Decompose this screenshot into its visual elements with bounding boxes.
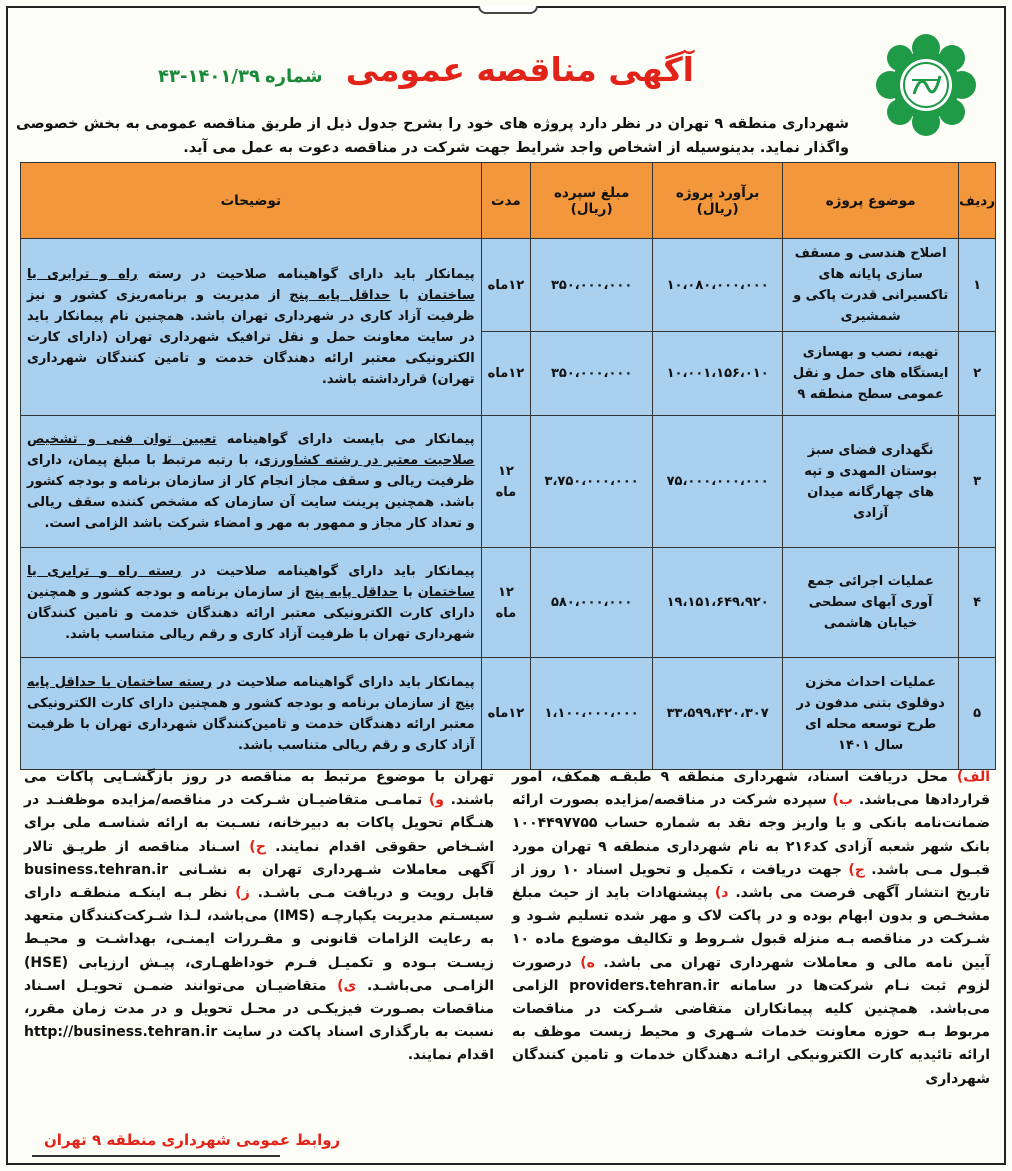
clause-letter: ب) [832, 792, 853, 809]
desc-text: پیمانکار می بایست دارای گواهینامه [226, 432, 475, 447]
clause-letter: د) [714, 885, 729, 902]
row-subject: عملیات احداث مخزن دوقلوی بتنی مدفون در طرح توسعه محله ای سال ۱۴۰۱ [783, 658, 959, 770]
row-duration: ۱۲ماه [481, 658, 530, 770]
table-row [21, 658, 996, 770]
clause-text: محل دریافت اسناد، شهرداری منطقه ۹ طبقـه همکف، امور قراردادها می‌باشد. [512, 769, 991, 809]
row-description [21, 658, 482, 770]
clause-letter: ه) [580, 954, 595, 971]
clause-letter: و) [428, 792, 444, 809]
header-estimate: برآورد پروژه (ریال) [653, 163, 783, 239]
clause-letter: الف) [956, 769, 991, 785]
desc-text: از سازمان برنامه و بودجه کشور و همچنین دارای کارت الکترونیکی معتبر ارائه دهندگان خدمت و تامین‌کنندگان شهرداری تهران با ظرفیت آزاد کاری و رقم ریالی متناسب باشد. [27, 695, 475, 753]
desc-text: با [399, 288, 409, 303]
row-description [21, 548, 482, 658]
header-num: ردیف [959, 163, 996, 239]
clause-text: جهت دریافت ، تکمیل و تحویل اسناد ۱۰ روز از تاریخ انتشار آگهی فرصت می باشد. [512, 861, 991, 902]
header-description: توضیحات [21, 163, 482, 239]
footer-divider [32, 1155, 280, 1157]
desc-text: ، با رتبه مرتبط با مبلغ پیمان، دارای ظرفیت ریالی و سقف مجاز انجام کار از سازمان برنامه و بودجه کشور باشد. همچنین پرینت سایت آن سازمان که مشخص کننده سقف ریالی و تعداد کار مجاز و ممهور به مهر و امضاء شرکت باشد الزامی است. [27, 453, 475, 531]
row-description [21, 416, 482, 548]
row-duration: ۱۲ماه [481, 239, 530, 332]
notice-number [158, 66, 323, 87]
conditions-left-column [24, 766, 494, 1068]
row-deposit: ۳۵۰،۰۰۰،۰۰۰ [531, 332, 653, 416]
desc-underline: رسته ساختمان با حداقل پایه پنج [27, 674, 475, 711]
desc-text: پیمانکار باید دارای گواهینامه صلاحیت در رسته [148, 267, 475, 282]
table-row [21, 239, 996, 332]
row-subject: عملیات اجرائی جمع آوری آبهای سطحی خیابان هاشمی [783, 548, 959, 658]
clause-letter: ج) [848, 861, 865, 878]
clause-text: اسـناد مناقصه از طریـق تالار آگهی معاملات شـهرداری تهران به نشـانی business.tehran.ir قابل رویت و دریافت مـی باشـد. [24, 838, 495, 902]
title-row [158, 46, 834, 102]
number-value: ۴۳-۱۴۰۱/۳۹ [158, 66, 260, 87]
header-subject: موضوع پروژه [783, 163, 959, 239]
desc-text: پیمانکار باید دارای گواهینامه صلاحیت در [217, 674, 475, 690]
desc-text: از سازمان برنامه و بودجه کشور و همچنین دارای کارت الکترونیکی معتبر ارائه دهندگان خدمت و تامین کنندگان شهرداری تهران با ظرفیت آزاد کاری و رقم ریالی متناسب باشد. [27, 584, 475, 642]
row-num: ۱ [959, 239, 996, 332]
desc-underline: رسته راه و ترابری یا ساختمان [27, 563, 475, 600]
conditions-right-column [512, 766, 990, 1091]
clause-text: درصورت لزوم ثبت نـام شرکت‌ها در سامانه providers.tehran.ir الزامی می‌باشد. همچنین کلیه پیمانکاران متقاضی شـرکت در مناقصات مربوط بـه حوزه معاونت خدمات شـهری و محیط زیست موظف به ارائه تائیدیه کارت الکترونیکی ارائـه دهندگان خدمات و تامین کنندگان شهرداری [512, 954, 990, 1087]
header-duration: مدت [481, 163, 530, 239]
desc-text: از مدیریت و برنامه‌ریزی کشور و نیز ظرفیت آزاد کاری در شهرداری تهران باشد. همچنین نام پیمانکار باید در سایت معاونت حمل و نقل ترافیک شهرداری تهران (دارای کارت الکترونیکی معتبر ارائه دهندگان خدمت و تامین کنندگان شهرداری تهران) قرارداشته باشد. [27, 288, 475, 387]
table-row [21, 548, 996, 658]
row-num: ۴ [959, 548, 996, 658]
intro-lead: شهرداری منطقه ۹ تهران [667, 116, 849, 132]
row-duration: ۱۲ ماه [481, 548, 530, 658]
clause-text: سپرده شرکت در مناقصه/مزایده بصورت ارائه ضمانت‌نامه بانکی و یا واریز وجه نقد به شماره حساب ۱۰۰۴۴۹۷۷۵۵ بانک شهر شعبه آزادی کد۲۱۶ به نام شهرداری منطقه ۹ تهران مورد قبـول مـی باشد. [512, 792, 991, 878]
row-deposit: ۳،۷۵۰،۰۰۰،۰۰۰ [531, 416, 653, 548]
table-row [21, 416, 996, 548]
row-subject: اصلاح هندسی و مسقف سازی پایانه های تاکسیرانی قدرت پاکی و شمشیری [783, 239, 959, 332]
row-subject: تهیه، نصب و بهسازی ایستگاه های حمل و نقل عمومی سطح منطقه ۹ [783, 332, 959, 416]
row-deposit: ۱،۱۰۰،۰۰۰،۰۰۰ [531, 658, 653, 770]
table-header-row [21, 163, 996, 239]
clause-text: تمامـی متقاضیـان شـرکت در مناقصه/مزایده موظفنـد در هنـگام تحویل پاکات به دبیرخانه، نسـبت به ارائه شناسـه ملی برای اشـخاص حقوقی اقدام نمایند. [24, 792, 495, 855]
public-relations-signature: روابط عمومی شهرداری منطقه ۹ تهران [44, 1131, 341, 1149]
clause-text: متقاضیـان می‌توانند ضمـن تحویـل اسـناد مناقصات بصـورت فیزیکـی در محـل تحویل و در مدت زمان مقرر، نسبت به بارگذاری اسناد پاکت در سایت http://business.tehran.ir اقدام نمایند. [24, 977, 494, 1064]
notice-title: آگهی مناقصه عمومی [345, 50, 694, 89]
tehran-municipality-logo [866, 28, 986, 143]
row-estimate: ۷۵،۰۰۰،۰۰۰،۰۰۰ [653, 416, 783, 548]
clause-text: نظر بـه اینکـه منطقـه دارای سیسـتم مدیریت یکپارچـه (IMS) می‌باشد، لـذا شـرکت‌کنندگان متعهد به رعایت الزامات قانونی و مقـررات ایمنـی، بهداشـت و محیـط زیسـت بـوده و تکمیـل فـرم خوداظهـاری، پیـش ارزیابی (HSE) الزامـی می‌باشـد. [24, 885, 495, 994]
desc-underline: حداقل پایه پنج [289, 288, 391, 303]
row-description [21, 239, 482, 416]
clause-text: پیشنهادات باید از حیث مبلغ مشخـص و بدون ابهام بوده و در پاکت لاک و مهر شده تسلیم شـود و شـرکت در مناقصه بـه منزله قبول شـروط و تکالیف موضوع ماده ۱۰ آیین نامه مالی و معاملات شهرداری تهران می باشد. [512, 885, 991, 971]
desc-text: پیمانکار باید دارای گواهینامه صلاحیت در [191, 563, 475, 579]
row-estimate: ۱۹،۱۵۱،۶۴۹،۹۲۰ [653, 548, 783, 658]
clause-letter: ز) [235, 885, 250, 902]
row-num: ۳ [959, 416, 996, 548]
row-duration: ۱۲ماه [481, 332, 530, 416]
notice-frame [6, 6, 1006, 1165]
desc-underline: راه و ترابری یا ساختمان [27, 267, 475, 303]
row-estimate: ۱۰،۰۸۰،۰۰۰،۰۰۰ [653, 239, 783, 332]
desc-text: با [402, 584, 413, 600]
desc-underline: حداقل پایه پنج [304, 584, 399, 600]
row-subject: نگهداری فضای سبز بوستان المهدی و تپه های چهارگانه میدان آزادی [783, 416, 959, 548]
top-tab [478, 6, 538, 14]
row-estimate: ۳۳،۵۹۹،۴۲۰،۳۰۷ [653, 658, 783, 770]
intro-paragraph [16, 112, 849, 160]
projects-table [20, 162, 996, 770]
header-deposit: مبلغ سپرده (ریال) [531, 163, 653, 239]
clause-letter: ح) [249, 838, 266, 855]
row-deposit: ۳۵۰،۰۰۰،۰۰۰ [531, 239, 653, 332]
clause-text: تهران با موضوع مرتبط به مناقصه در روز بازگشـایی پاکات می باشند. [24, 769, 495, 809]
row-estimate: ۱۰،۰۰۱،۱۵۶،۰۱۰ [653, 332, 783, 416]
desc-underline: تعیین توان فنی و تشخیص صلاحیت معتبر در رشته کشاورزی [27, 432, 475, 468]
row-duration: ۱۲ ماه [481, 416, 530, 548]
row-deposit: ۵۸۰،۰۰۰،۰۰۰ [531, 548, 653, 658]
row-num: ۲ [959, 332, 996, 416]
clause-letter: ی) [337, 977, 357, 994]
row-num: ۵ [959, 658, 996, 770]
intro-text: در نظر دارد پروژه های خود را بشرح جدول ذیل از طریق مناقصه عمومی به بخش خصوصی واگذار نماید. بدینوسیله از اشخاص واجد شرایط جهت شرکت در مناقصه دعوت به عمل می آید. [16, 116, 849, 156]
number-label: شماره [265, 66, 323, 87]
